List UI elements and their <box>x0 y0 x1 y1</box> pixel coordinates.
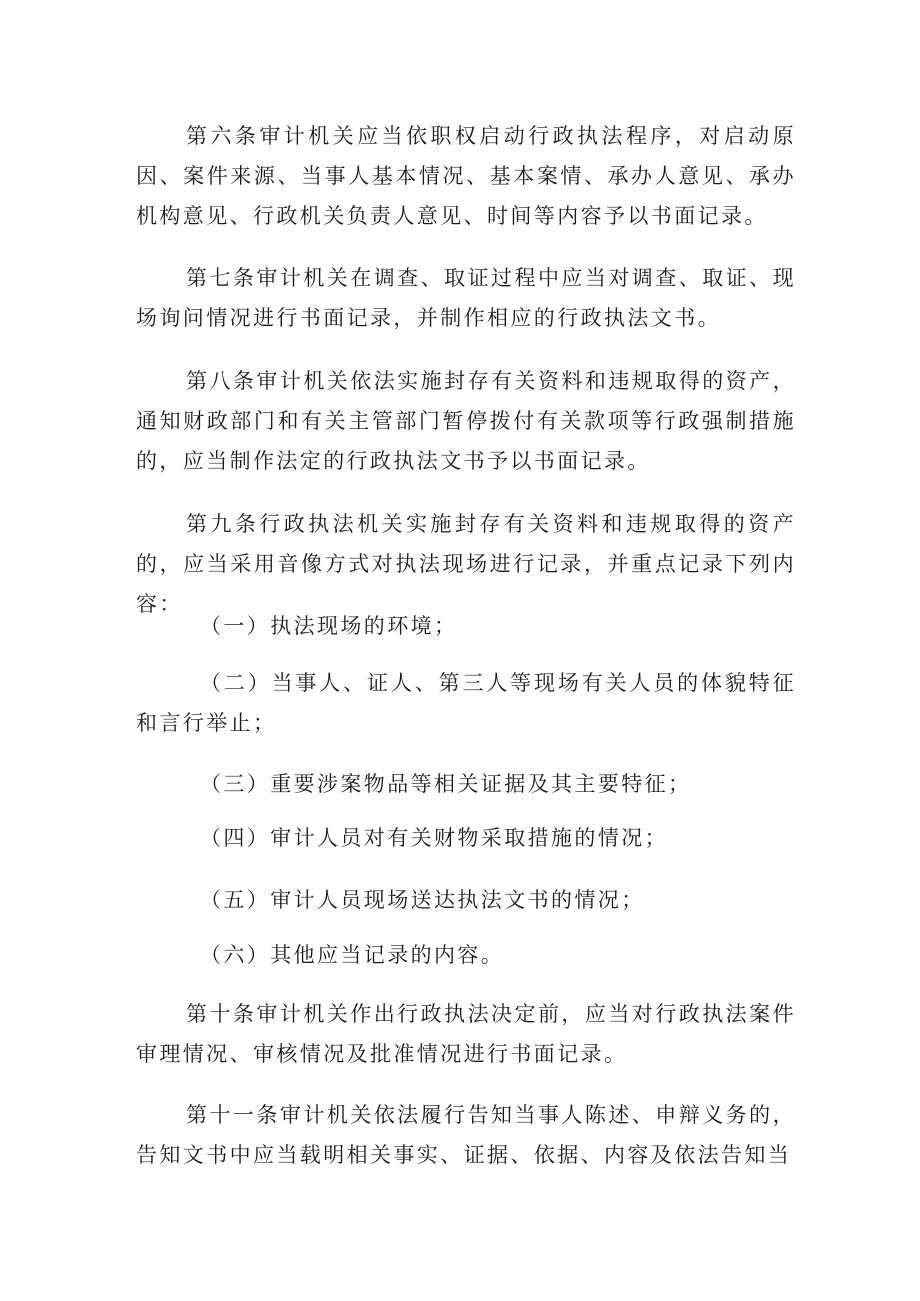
article-11-paragraph: 第十一条审计机关依法履行告知当事人陈述、申辩义务的，告知文书中应当载明相关事实、证据、依据、内容及依法告知当 <box>136 1103 796 1167</box>
article-9-item-5: （五）审计人员现场送达执法文书的情况； <box>200 888 645 912</box>
article-9-item-6: （六）其他应当记录的内容。 <box>200 943 505 967</box>
article-9-item-1: （一）执法现场的环境； <box>200 614 458 638</box>
article-9-item-3: （三）重要涉案物品等相关证据及其主要特征； <box>200 772 692 796</box>
article-6-paragraph: 第六条审计机关应当依职权启动行政执法程序，对启动原因、案件来源、当事人基本情况、基本案情、承办人意见、承办机构意见、行政机关负责人意见、时间等内容予以书面记录。 <box>136 124 796 228</box>
article-9-paragraph: 第九条行政执法机关实施封存有关资料和违规取得的资产的，应当采用音像方式对执法现场进行记录，并重点记录下列内容： <box>136 512 796 616</box>
article-9-item-4: （四）审计人员对有关财物采取措施的情况； <box>200 826 668 850</box>
article-7-paragraph: 第七条审计机关在调查、取证过程中应当对调查、取证、现场询问情况进行书面记录，并制作相应的行政执法文书。 <box>136 266 796 330</box>
article-10-paragraph: 第十条审计机关作出行政执法决定前，应当对行政执法案件审理情况、审核情况及批准情况进行书面记录。 <box>136 1002 796 1066</box>
article-8-paragraph: 第八条审计机关依法实施封存有关资料和违规取得的资产，通知财政部门和有关主管部门暂停拨付有关款项等行政强制措施的，应当制作法定的行政执法文书予以书面记录。 <box>136 369 796 473</box>
article-9-item-2: （二）当事人、证人、第三人等现场有关人员的体貌特征和言行举止； <box>136 671 796 735</box>
